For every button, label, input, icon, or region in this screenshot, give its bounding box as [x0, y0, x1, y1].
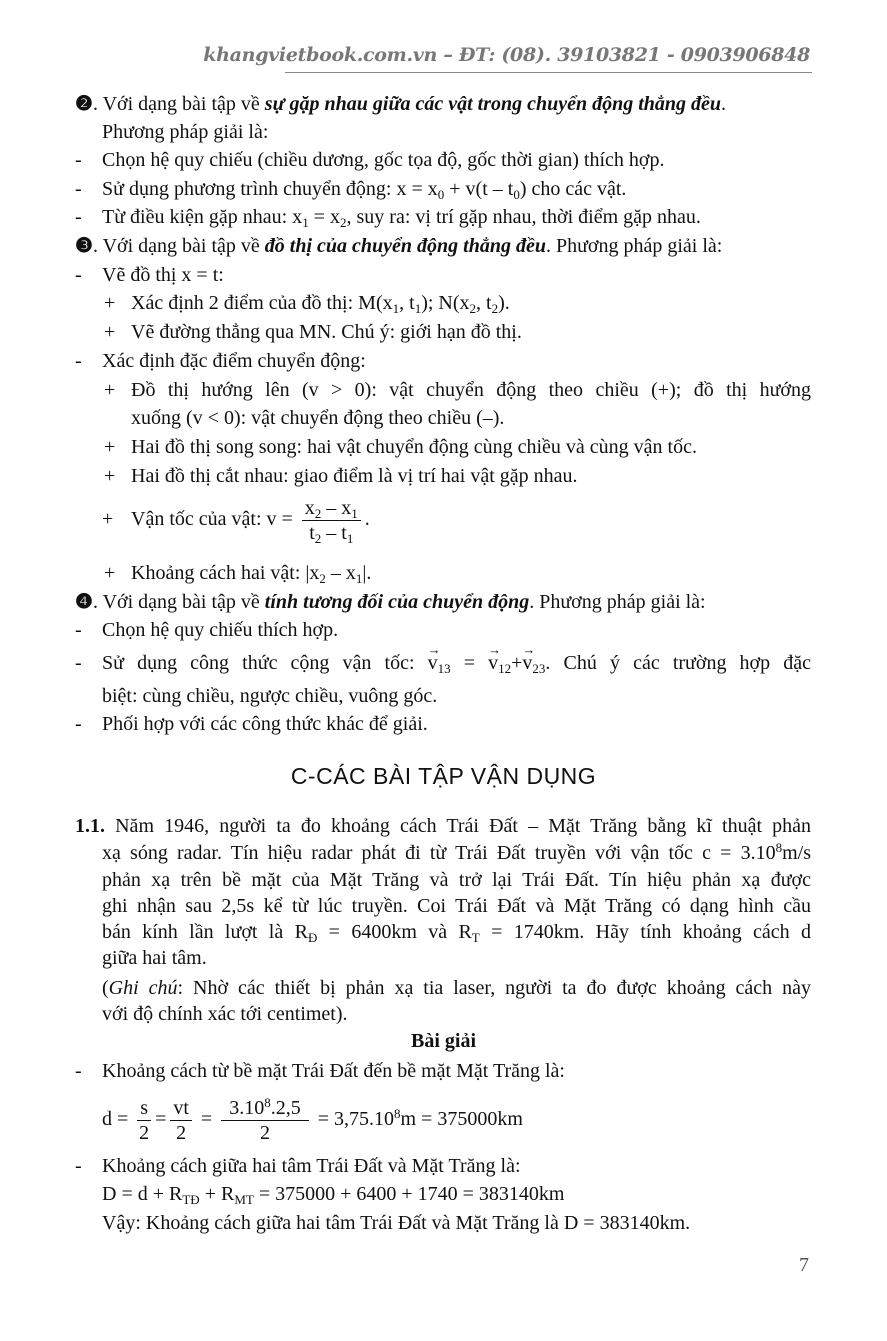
bullet-item [102, 348, 366, 374]
vector-symbol: → v [522, 650, 532, 676]
numerator [302, 496, 361, 521]
text-line [102, 919, 811, 945]
text-segment: giữa hai tâm. [102, 947, 207, 969]
text-segment: m/s [782, 842, 811, 864]
subscript: 1 [302, 215, 309, 230]
text-segment: Ghi chú [108, 977, 178, 999]
text-segment: bán kính lần lượt là R [102, 921, 308, 943]
subscript: 1 [351, 505, 358, 521]
number: .2,5 [270, 1096, 301, 1119]
text-segment: . Với dạng bài tập về [92, 591, 265, 613]
exponent: 8 [393, 1106, 401, 1121]
text-segment: sự gặp nhau giữa các vật trong chuyển động thẳng đều [264, 93, 722, 115]
subscript: Đ [307, 930, 318, 945]
subscript: 2 [469, 301, 477, 316]
text-segment: Vậy: Khoảng cách giữa hai tâm Trái Đất và Mặt Trăng là D = 383140km. [102, 1212, 691, 1234]
text-segment: Xác định 2 điểm của đồ thị: M(x [131, 292, 393, 314]
text-segment: Hai đồ thị song song: hai vật chuyển động cùng chiều và cùng vận tốc. [131, 436, 697, 458]
subscript: TĐ [182, 1192, 200, 1207]
denominator: 2 [139, 1121, 150, 1144]
text-segment: Vẽ đường thẳng qua MN. Chú ý: giới hạn đồ thị. [131, 321, 522, 343]
number: 3.10 [229, 1096, 265, 1119]
dash-marker: - [75, 206, 82, 228]
result: m = 375000km [400, 1108, 523, 1130]
symbol: t [341, 521, 347, 544]
equals: = [155, 1108, 167, 1130]
text-segment: . [721, 93, 727, 115]
plus-marker: + [104, 465, 116, 487]
dash-marker: - [75, 149, 82, 171]
text-segment: đồ thị của chuyển động thẳng đều [264, 235, 546, 257]
text-segment: ( [102, 977, 109, 999]
bullet-item [102, 650, 811, 676]
text-segment: Đồ thị hướng lên (v > 0): vật chuyển động theo chiều (+); đồ thị hướng [131, 379, 811, 401]
dash-marker: - [75, 178, 82, 200]
text-segment: = 375000 + 6400 + 1740 = 383140km [253, 1183, 565, 1205]
text-segment: ghi nhận sau 2,5s kể từ lúc truyền. Coi Trái Đất và Mặt Trăng có dạng hình cầu [102, 895, 811, 917]
operator: – [321, 521, 342, 544]
text-segment: Sử dụng công thức cộng vận tốc: [102, 652, 428, 674]
text-segment: . Chú ý các trường hợp đặc [545, 652, 811, 674]
text-line [131, 405, 504, 431]
subscript: T [471, 930, 480, 945]
text-segment: = 6400km và R [317, 921, 472, 943]
equation-line [102, 1181, 565, 1207]
text-segment: Chọn hệ quy chiếu thích hợp. [102, 619, 339, 641]
text-segment: = x [308, 206, 341, 228]
subscript: 1 [392, 301, 400, 316]
method-4-intro [75, 589, 706, 615]
subscript: MT [234, 1192, 254, 1207]
sub-bullet-item [131, 560, 371, 586]
denominator [309, 521, 353, 545]
conclusion-line [102, 1210, 690, 1236]
text-segment: . Phương pháp giải là: [529, 591, 706, 613]
bullet-item [102, 1153, 521, 1179]
bullet-item [102, 617, 338, 643]
bullet-item [102, 204, 701, 230]
text-line [102, 945, 207, 971]
text-segment: ) cho các vật. [519, 178, 627, 200]
text-segment: Phối hợp với các công thức khác để giải. [102, 713, 428, 735]
text-segment: biệt: cùng chiều, ngược chiều, vuông góc. [102, 685, 438, 707]
text-segment: xạ sóng radar. Tín hiệu radar phát đi từ Trái Đất truyền với vận tốc c = 3.10 [102, 842, 776, 864]
velocity-formula [131, 492, 370, 546]
text-segment: với độ chính xác tới centimet). [102, 1003, 348, 1025]
formula-label: Vận tốc của vật: v = [131, 508, 293, 530]
denominator: 2 [176, 1121, 187, 1144]
text-segment: Xác định đặc điểm chuyển động: [102, 350, 366, 372]
solution-title [0, 1028, 887, 1054]
symbol: x [341, 496, 352, 519]
text-segment: tính tương đối của chuyển động [264, 591, 530, 613]
dash-marker: - [75, 264, 82, 286]
subscript: 2 [319, 571, 326, 586]
period: . [364, 508, 370, 530]
text-segment: : Nhờ các thiết bị phản xạ tia laser, người ta đo được khoảng cách này [177, 977, 811, 999]
symbol: x [304, 496, 315, 519]
subscript: 2 [491, 301, 499, 316]
header-divider [285, 72, 812, 73]
fraction [170, 1096, 192, 1145]
page-header: khangvietbook.com.vn – ĐT: (08). 39103821 - 0903906848 [203, 44, 810, 66]
bullet-item [102, 711, 428, 737]
numerator: vt [170, 1096, 192, 1121]
note-line [102, 1001, 348, 1027]
formula-lhs: d = [102, 1108, 129, 1130]
sub-bullet-item [131, 290, 510, 316]
exponent: 8 [264, 1094, 271, 1110]
dash-marker: - [75, 619, 82, 641]
dash-marker: - [75, 1155, 82, 1177]
fraction [302, 496, 361, 545]
sub-bullet-item [131, 377, 811, 403]
subscript: 23 [532, 661, 546, 676]
text-segment: Sử dụng phương trình chuyển động: x = x [102, 178, 438, 200]
text-segment: Phương pháp giải là: [102, 121, 269, 143]
page-number: 7 [799, 1254, 809, 1276]
subscript: 0 [513, 187, 520, 202]
text-segment: Vẽ đồ thị x = t: [102, 264, 224, 286]
text-line [102, 119, 268, 145]
text-segment: Chọn hệ quy chiếu (chiều dương, gốc tọa độ, gốc thời gian) thích hợp. [102, 149, 665, 171]
exercise-1-1-line [75, 813, 811, 839]
subscript: 0 [437, 187, 445, 202]
text-segment: . Phương pháp giải là: [545, 235, 723, 257]
text-segment: phản xạ trên bề mặt của Mặt Trăng và trở lại Trái Đất. Tín hiệu phản xạ được [102, 869, 811, 891]
text-segment: Hai đồ thị cắt nhau: giao điểm là vị trí hai vật gặp nhau. [131, 465, 578, 487]
bullet-item [102, 176, 626, 202]
text-segment: ); N(x [421, 292, 470, 314]
dash-marker: - [75, 350, 82, 372]
text-line [102, 893, 811, 919]
subscript: 2 [314, 530, 322, 546]
plus-marker: + [104, 379, 116, 401]
text-line [102, 683, 437, 709]
text-segment: + R [199, 1183, 235, 1205]
subscript: 2 [340, 215, 347, 230]
subscript: 13 [437, 661, 451, 676]
sub-bullet-item [131, 319, 522, 345]
dash-marker: - [75, 713, 82, 735]
text-segment: Khoảng cách hai vật: |x [131, 562, 320, 584]
text-segment: ❹ [75, 591, 93, 613]
vector-symbol: → v [488, 650, 498, 676]
text-segment: Từ điều kiện gặp nhau: x [102, 206, 303, 228]
operator: – [321, 496, 342, 519]
note-line [102, 975, 811, 1001]
bullet-item [102, 147, 664, 173]
section-heading: C-CÁC BÀI TẬP VẬN DỤNG [290, 763, 597, 789]
subscript: 1 [355, 571, 363, 586]
vector-symbol: → v [428, 650, 438, 676]
sub-bullet-item [131, 463, 578, 489]
subscript: 1 [346, 530, 354, 546]
subscript: 12 [498, 661, 512, 676]
denominator: 2 [259, 1121, 270, 1144]
bullet-item [102, 1058, 565, 1084]
text-segment: – x [325, 562, 356, 584]
plus-marker: + [104, 321, 116, 343]
superscript: 8 [775, 840, 783, 855]
distance-formula [102, 1092, 523, 1146]
text-segment: , t [476, 292, 492, 314]
bullet-item [102, 262, 224, 288]
text-segment: = [450, 652, 489, 674]
dash-marker: - [75, 652, 82, 674]
result: = 3,75.10 [317, 1108, 394, 1130]
plus-marker: + [104, 292, 116, 314]
dash-marker: - [75, 1060, 82, 1082]
text-segment: 1.1. [75, 815, 105, 837]
method-3-intro [75, 233, 722, 259]
text-segment: ❸ [75, 235, 93, 257]
text-segment: Khoảng cách giữa hai tâm Trái Đất và Mặt Trăng là: [102, 1155, 521, 1177]
text-line [102, 867, 811, 893]
text-segment: Năm 1946, người ta đo khoảng cách Trái Đất – Mặt Trăng bằng kĩ thuật phản [105, 815, 811, 837]
text-segment: Khoảng cách từ bề mặt Trái Đất đến bề mặt Mặt Trăng là: [102, 1060, 565, 1082]
text-segment: ). [498, 292, 510, 314]
numerator [221, 1096, 309, 1121]
method-2-intro [75, 91, 726, 117]
sub-bullet-item [131, 434, 697, 460]
fraction [221, 1096, 309, 1145]
text-segment: |. [362, 562, 372, 584]
text-segment: , t [399, 292, 415, 314]
text-segment: + [511, 652, 523, 674]
text-segment: . Với dạng bài tập về [92, 235, 265, 257]
text-segment: . Với dạng bài tập về [92, 93, 265, 115]
text-segment: , suy ra: vị trí gặp nhau, thời điểm gặp nhau. [346, 206, 701, 228]
subscript: 1 [414, 301, 422, 316]
text-segment: + v(t – t [444, 178, 514, 200]
text-segment: = 1740km. Hãy tính khoảng cách d [479, 921, 811, 943]
text-segment: ❷ [75, 93, 93, 115]
plus-marker: + [104, 436, 116, 458]
symbol: t [309, 521, 315, 544]
fraction [137, 1096, 151, 1145]
equals: = [200, 1108, 213, 1130]
subscript: 2 [314, 505, 322, 521]
plus-marker: + [104, 562, 116, 584]
numerator: s [137, 1096, 151, 1121]
text-segment: Bài giải [410, 1030, 476, 1052]
plus-marker: + [102, 508, 114, 530]
text-segment: D = d + R [102, 1183, 183, 1205]
text-segment: xuống (v < 0): vật chuyển động theo chiều (–). [131, 407, 505, 429]
text-line [102, 840, 811, 866]
